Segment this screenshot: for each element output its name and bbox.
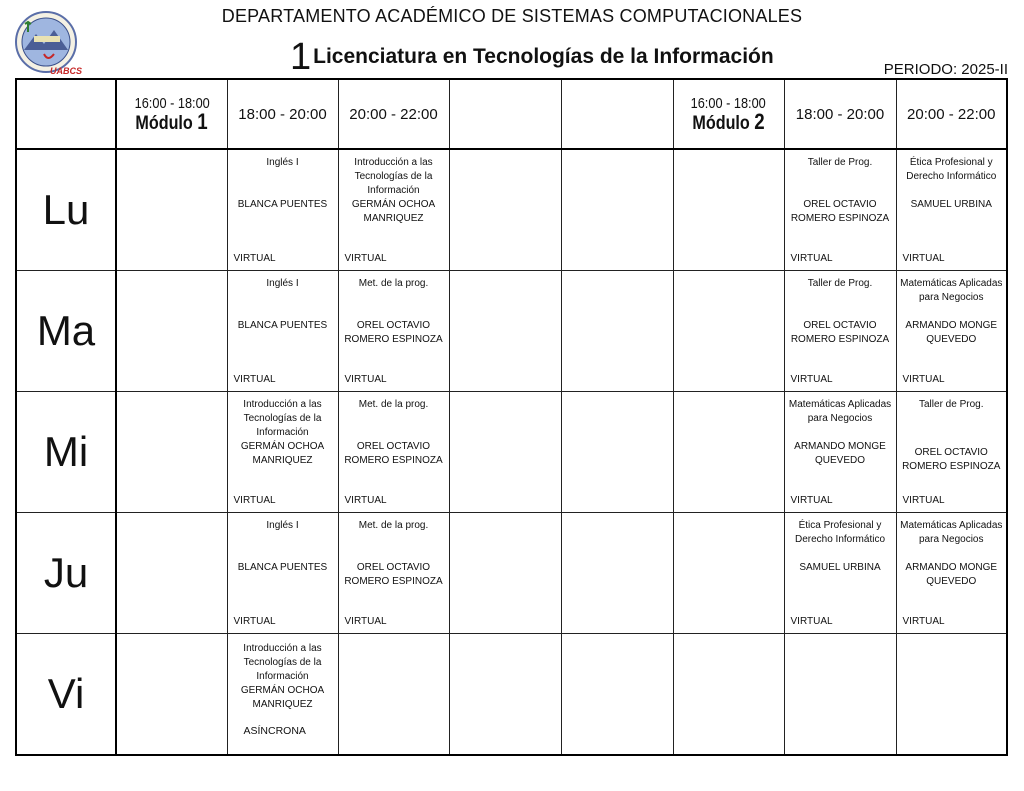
- cell-vi-c3: [338, 634, 449, 756]
- col-20-22: 20:00 - 22:00: [338, 79, 449, 149]
- program-title: [290, 36, 774, 79]
- row-martes: [16, 271, 1024, 392]
- module-1-label: Módulo 1: [135, 108, 208, 134]
- cell-mi-c3: [338, 392, 449, 513]
- col-module-1: [116, 79, 227, 149]
- mode: VIRTUAL: [344, 253, 387, 264]
- mode: VIRTUAL: [233, 253, 276, 264]
- mode: VIRTUAL: [233, 495, 276, 506]
- cell-lu-e2: [561, 149, 673, 271]
- logo-text: UABCS: [50, 66, 82, 76]
- mode: VIRTUAL: [902, 495, 945, 506]
- subject: Inglés I: [266, 157, 299, 168]
- col-empty-1: [449, 79, 561, 149]
- cell-ju-m1: [116, 513, 227, 634]
- subject: Met. de la prog.: [358, 278, 429, 289]
- cell-ju-e1: [449, 513, 561, 634]
- teacher: SAMUEL URBINA: [799, 562, 881, 573]
- mode: VIRTUAL: [902, 616, 945, 627]
- day-label-ma: Ma: [16, 271, 116, 392]
- cell-ma-e2: [561, 271, 673, 392]
- cell-lu-e1: [449, 149, 561, 271]
- subject: Matemáticas Aplicadas para Negocios: [900, 278, 1003, 303]
- schedule-table: [15, 78, 1024, 756]
- period-label: PERIODO: 2025-II: [883, 61, 1008, 78]
- subject: Introducción a las Tecnologías de la Información GERMÁN OCHOA MANRIQUEZ: [240, 643, 325, 710]
- mode: VIRTUAL: [344, 616, 387, 627]
- mode: VIRTUAL: [790, 495, 833, 506]
- day-label-ju: Ju: [16, 513, 116, 634]
- subject: Introducción a las Tecnologías de la Información GERMÁN OCHOA MANRIQUEZ: [240, 399, 325, 466]
- cell-ma-c3: [338, 271, 449, 392]
- teacher: OREL OCTAVIO ROMERO ESPINOZA: [344, 320, 443, 345]
- subject: Inglés I: [266, 520, 299, 531]
- cell-lu-c8: [784, 149, 896, 271]
- module-2-time: 16:00 - 18:00: [690, 94, 767, 112]
- subject: Ética Profesional y Derecho Informático: [906, 157, 997, 182]
- mode: VIRTUAL: [344, 495, 387, 506]
- cell-vi-c9: [896, 634, 1007, 756]
- subject: Taller de Prog.: [807, 157, 873, 168]
- teacher: BLANCA PUENTES: [237, 320, 328, 331]
- header-row: [16, 79, 1024, 149]
- cell-mi-c9: [896, 392, 1007, 513]
- cell-lu-m1: [116, 149, 227, 271]
- cell-ju-e2: [561, 513, 673, 634]
- program-name: Licenciatura en Tecnologías de la Información: [313, 45, 774, 68]
- col-m2-18-20: 18:00 - 20:00: [784, 79, 896, 149]
- teacher: OREL OCTAVIO ROMERO ESPINOZA: [790, 320, 890, 345]
- day-label-lu: Lu: [16, 149, 116, 271]
- cell-lu-c9: [896, 149, 1007, 271]
- subject: Ética Profesional y Derecho Informático: [794, 520, 886, 545]
- subject: Taller de Prog.: [919, 399, 984, 410]
- cell-lu-m2: [673, 149, 784, 271]
- subject: Matemáticas Aplicadas para Negocios: [900, 520, 1003, 545]
- teacher: OREL OCTAVIO ROMERO ESPINOZA: [344, 562, 443, 587]
- mode: VIRTUAL: [790, 374, 833, 385]
- cell-ju-m2: [673, 513, 784, 634]
- row-jueves: [16, 513, 1024, 634]
- teacher: ARMANDO MONGE QUEVEDO: [905, 562, 998, 587]
- teacher: ARMANDO MONGE QUEVEDO: [794, 441, 886, 466]
- subject: Inglés I: [266, 278, 299, 289]
- subject: Introducción a las Tecnologías de la Información GERMÁN OCHOA MANRIQUEZ: [351, 157, 436, 224]
- cell-lu-c3: [338, 149, 449, 271]
- cell-mi-c8: [784, 392, 896, 513]
- mode: VIRTUAL: [344, 374, 387, 385]
- cell-mi-m1: [116, 392, 227, 513]
- cell-vi-e2: [561, 634, 673, 756]
- teacher: OREL OCTAVIO ROMERO ESPINOZA: [344, 441, 443, 466]
- cell-ju-c8: [784, 513, 896, 634]
- cell-vi-m1: [116, 634, 227, 756]
- teacher: OREL OCTAVIO ROMERO ESPINOZA: [902, 447, 1001, 472]
- cell-ju-c3: [338, 513, 449, 634]
- teacher: OREL OCTAVIO ROMERO ESPINOZA: [790, 199, 890, 224]
- mode: VIRTUAL: [902, 253, 945, 264]
- cell-lu-c2: [227, 149, 338, 271]
- cell-ma-c2: [227, 271, 338, 392]
- col-empty-2: [561, 79, 673, 149]
- day-label-mi: Mi: [16, 392, 116, 513]
- cell-ma-c9: [896, 271, 1007, 392]
- teacher: ARMANDO MONGE QUEVEDO: [905, 320, 998, 345]
- row-viernes: [16, 634, 1024, 756]
- cell-vi-c8: [784, 634, 896, 756]
- subject: Met. de la prog.: [358, 399, 429, 410]
- module-1-time: 16:00 - 18:00: [134, 94, 210, 112]
- cell-ma-c8: [784, 271, 896, 392]
- cell-mi-e2: [561, 392, 673, 513]
- teacher: BLANCA PUENTES: [237, 562, 328, 573]
- mode: VIRTUAL: [790, 253, 833, 264]
- subject: Taller de Prog.: [807, 278, 873, 289]
- cell-ma-e1: [449, 271, 561, 392]
- mode: VIRTUAL: [902, 374, 945, 385]
- module-2-label: Módulo 2: [692, 108, 765, 134]
- cell-ju-c2: [227, 513, 338, 634]
- teacher: SAMUEL URBINA: [910, 199, 992, 210]
- department-title: DEPARTAMENTO ACADÉMICO DE SISTEMAS COMPUTACIONALES: [221, 6, 803, 26]
- subject: Met. de la prog.: [358, 520, 429, 531]
- cell-vi-c2: [227, 634, 338, 756]
- col-module-2: [673, 79, 784, 149]
- day-label-vi: Vi: [16, 634, 116, 756]
- col-18-20: 18:00 - 20:00: [227, 79, 338, 149]
- subject: Matemáticas Aplicadas para Negocios: [788, 399, 892, 424]
- program-number: 1: [290, 36, 312, 78]
- cell-ma-m2: [673, 271, 784, 392]
- cell-vi-e1: [449, 634, 561, 756]
- col-m2-20-22: 20:00 - 22:00: [896, 79, 1007, 149]
- cell-mi-c2: [227, 392, 338, 513]
- corner-cell: [16, 79, 116, 149]
- cell-vi-m2: [673, 634, 784, 756]
- mode: VIRTUAL: [233, 616, 276, 627]
- row-lunes: [16, 149, 1024, 271]
- cell-ma-m1: [116, 271, 227, 392]
- cell-ju-c9: [896, 513, 1007, 634]
- teacher: BLANCA PUENTES: [237, 199, 328, 210]
- cell-mi-e1: [449, 392, 561, 513]
- mode: ASÍNCRONA: [243, 725, 306, 737]
- cell-mi-m2: [673, 392, 784, 513]
- mode: VIRTUAL: [233, 374, 276, 385]
- row-miercoles: [16, 392, 1024, 513]
- mode: VIRTUAL: [790, 616, 833, 627]
